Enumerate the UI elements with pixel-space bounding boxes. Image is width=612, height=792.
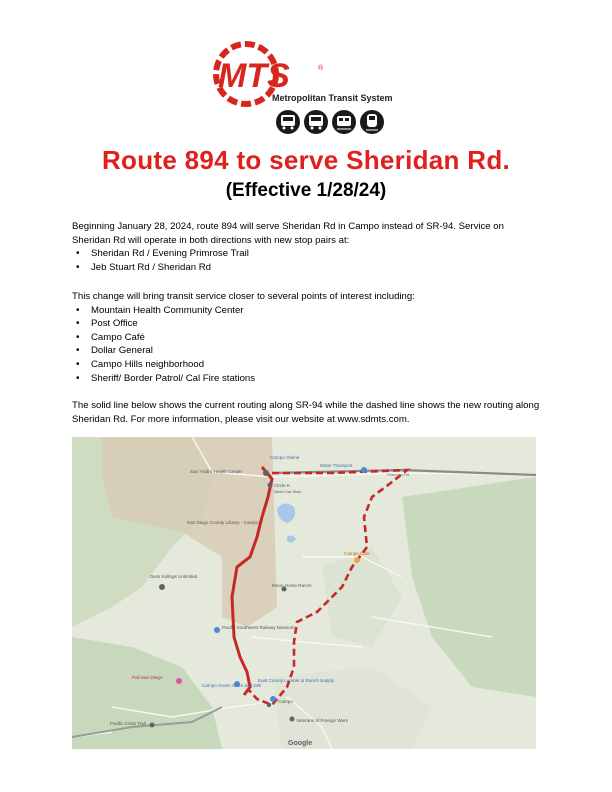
list-item: • Campo Hills neighborhood — [72, 358, 542, 372]
map-label: Deck Kollogs Unlimited — [150, 574, 198, 579]
stop-list — [72, 247, 542, 274]
poi-paragraph: This change will bring transit service closer to several points of interest including: — [72, 291, 415, 302]
list-item: • Sheridan Rd / Evening Primrose Trail — [72, 247, 542, 261]
map-label: Campo Cafe — [344, 551, 370, 556]
page-subtitle: (Effective 1/28/24) — [225, 180, 387, 201]
map-label: Diesel Gas Store — [274, 490, 302, 494]
map-label: Campo — [278, 699, 293, 704]
list-item: • Mountain Health Community Center — [72, 304, 542, 318]
list-item: • Jeb Stuart Rd / Sheridan Rd — [72, 261, 542, 275]
route-map — [72, 437, 536, 749]
bus-icon — [276, 110, 300, 134]
svg-text:Metropolitan Transit System: Metropolitan Transit System — [272, 93, 393, 103]
svg-text:MTS: MTS — [218, 57, 290, 95]
google-logo: Google — [288, 740, 313, 747]
poi-list — [72, 304, 542, 386]
map-label: Pacific Southwest Railway Museum — [222, 625, 295, 630]
svg-text:®: ® — [318, 65, 324, 72]
list-item: • Campo Café — [72, 331, 542, 345]
map-label: Pacific Crest Trail — [110, 721, 146, 726]
map-label: Moon Horse Ranch — [272, 583, 312, 588]
map-description: The solid line below shows the current routing along SR-94 while the dashed line shows the new routing along Sheridan Rd. For more information, please visit our website at www.sdmts.com. — [72, 400, 540, 425]
intro-section — [72, 220, 542, 274]
map-label: Campo Online — [270, 455, 300, 460]
list-item: • Post Office — [72, 317, 542, 331]
map-label: Circle K — [274, 483, 291, 488]
list-item: • Sheriff/ Border Patrol/ Cal Fire stations — [72, 372, 542, 386]
map-label: San Diego County Library - Campo — [187, 520, 259, 525]
map-label: Campo Green Store and Deli — [202, 683, 262, 688]
map-label: Veterans of Foreign Wars — [296, 718, 348, 723]
page-title: Route 894 to serve Sheridan Rd. — [101, 145, 511, 175]
map-label: Motor Transport — [320, 463, 353, 468]
rail-icon — [360, 110, 384, 134]
map-label: Pali San Diego — [132, 675, 163, 680]
list-item: • Dollar General — [72, 344, 542, 358]
map-label: East County Lumber & Ranch Supply — [258, 678, 335, 683]
mts-logo — [206, 40, 406, 140]
trolley-icon — [332, 110, 356, 134]
map-label: San Ysidro Health Center — [190, 469, 243, 474]
road-label: Sheridan Rd — [387, 472, 410, 477]
poi-section — [72, 290, 542, 385]
bus-icon — [304, 110, 328, 134]
intro-paragraph: Beginning January 28, 2024, route 894 will serve Sheridan Rd in Campo instead of SR-94. Service on Sheridan Rd will operate in both directions with new stop pairs at: — [72, 221, 504, 246]
